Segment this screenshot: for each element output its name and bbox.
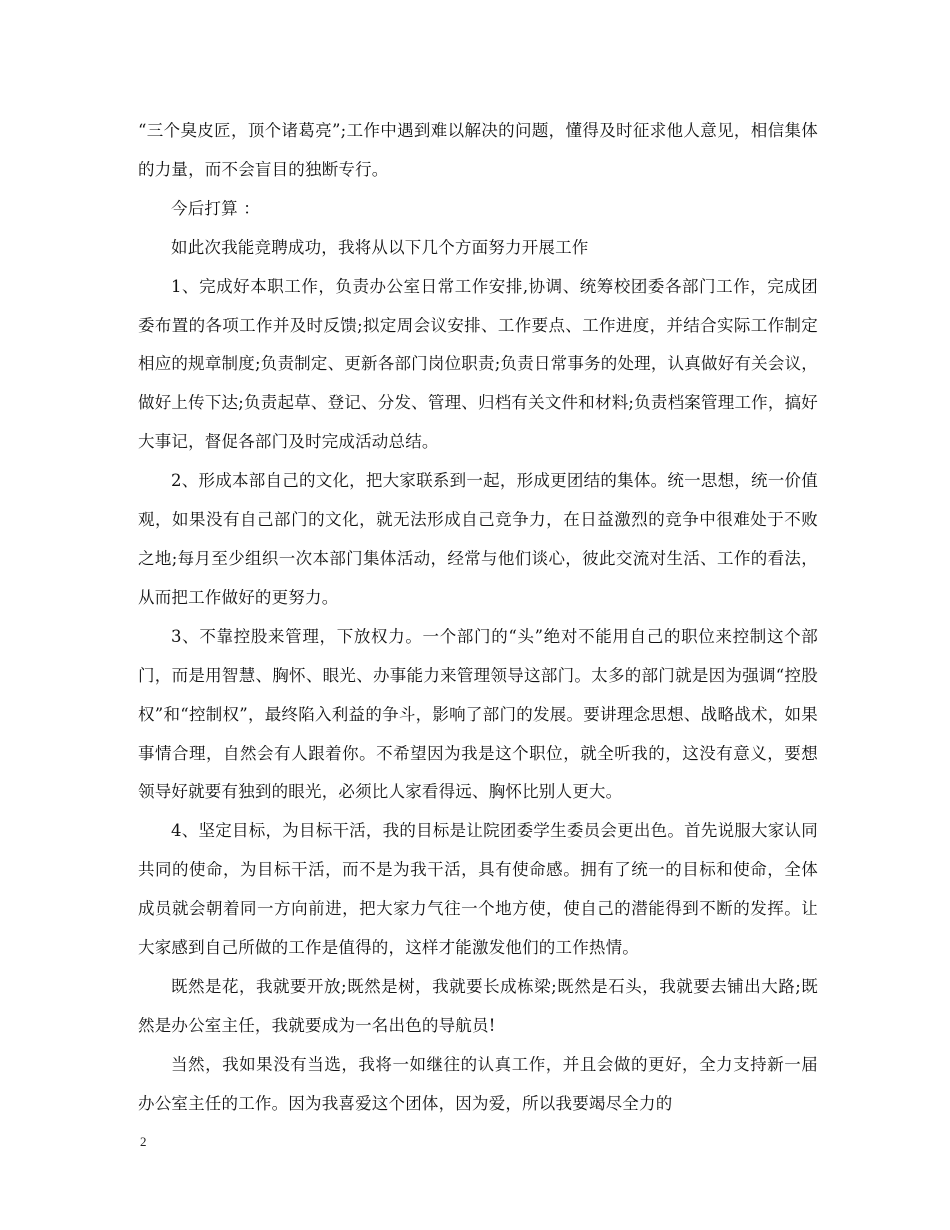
paragraph: “三个臭皮匠，顶个诸葛亮”;工作中遇到难以解决的问题，懂得及时征求他人意见，相信集体的力量，而不会盲目的独断专行。 (138, 121, 818, 179)
paragraph: 1、完成好本职工作，负责办公室日常工作安排,协调、统筹校团委各部门工作，完成团委布置的各项工作并及时反馈;拟定周会议安排、工作要点、工作进度，并结合实际工作制定相应的规章制度;负责制定、更新各部门岗位职责;负责日常事务的处理，认真做好有关会议，做好上传下达;负责起草、登记、分发、管理、归档有关文件和材料;负责档案管理工作，搞好大事记，督促各部门及时完成活动总结。 (138, 276, 818, 452)
document-body (138, 112, 818, 1124)
paragraph: 4、坚定目标，为目标干活，我的目标是让院团委学生委员会更出色。首先说服大家认同共同的使命，为目标干活，而不是为我干活，具有使命感。拥有了统一的目标和使命，全体成员就会朝着同一方向前进，把大家力气往一个地方使，使自己的潜能得到不断的发挥。让大家感到自己所做的工作是值得的，这样才能激发他们的工作热情。 (138, 821, 818, 958)
paragraph: 3、不靠控股来管理，下放权力。一个部门的“头”绝对不能用自己的职位来控制这个部门，而是用智慧、胸怀、眼光、办事能力来管理领导这部门。太多的部门就是因为强调“控股权”和“控制权”，最终陷入利益的争斗，影响了部门的发展。要讲理念思想、战略战术，如果事情合理，自然会有人跟着你。不希望因为我是这个职位，就全听我的，这没有意义，要想领导好就要有独到的眼光，必须比人家看得远、胸怀比别人更大。 (138, 626, 818, 802)
page-number: 2 (140, 1134, 147, 1149)
paragraph: 既然是花，我就要开放;既然是树，我就要长成栋梁;既然是石头，我就要去铺出大路;既然是办公室主任，我就要成为一名出色的导航员! (138, 976, 818, 1035)
paragraph: 当然，我如果没有当选，我将一如继往的认真工作，并且会做的更好，全力支持新一届办公室主任的工作。因为我喜爱这个团体，因为爱，所以我要竭尽全力的 (138, 1054, 818, 1113)
paragraph: 今后打算 ： (171, 198, 260, 218)
paragraph: 2、形成本部自己的文化，把大家联系到一起，形成更团结的集体。统一思想，统一价值观，如果没有自己部门的文化，就无法形成自己竞争力，在日益激烈的竞争中很难处于不败之地;每月至少组织一次本部门集体活动，经常与他们谈心，彼此交流对生活、工作的看法，从而把工作做好的更努力。 (138, 471, 818, 607)
paragraph: 如此次我能竞聘成功，我将从以下几个方面努力开展工作 (171, 237, 589, 257)
